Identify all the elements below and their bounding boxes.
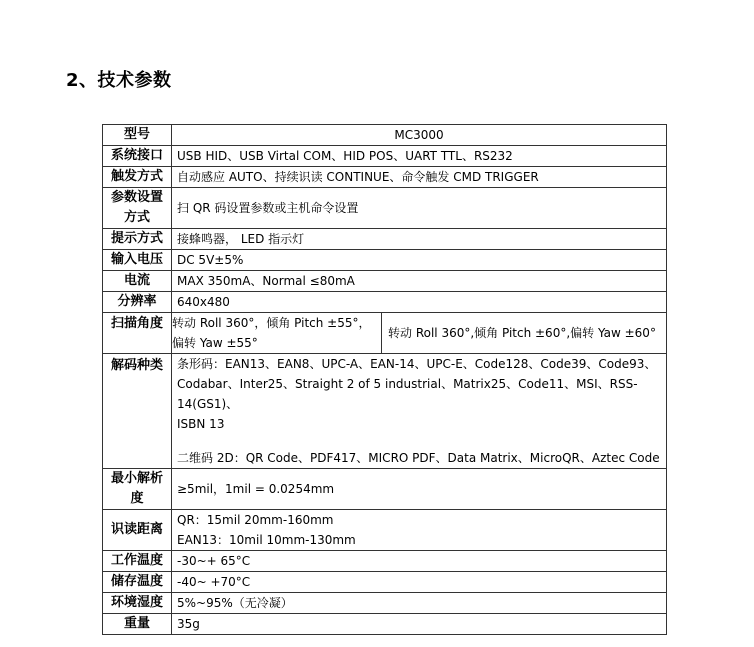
scan-angle-left: [172, 313, 382, 353]
read-distance-line-1: QR：15mil 20mm-160mm: [177, 513, 334, 527]
row-label-decode: 解码种类: [103, 354, 172, 469]
table-row: [103, 313, 667, 354]
table-row: [103, 125, 667, 146]
row-value-params: 扫 QR 码设置参数或主机命令设置: [172, 188, 667, 229]
row-label-humidity: 环境湿度: [103, 593, 172, 614]
decode-line-2: Codabar、Inter25、Straight 2 of 5 industrial、Matrix25、Code11、MSI、RSS-14(GS1)、: [177, 377, 638, 411]
row-value-prompt: 接蜂鸣器， LED 指示灯: [172, 229, 667, 250]
table-row: [103, 292, 667, 313]
table-row: [103, 510, 667, 551]
spec-table: [102, 124, 667, 635]
row-label-model: 型号: [103, 125, 172, 146]
row-label-read-distance: 识读距离: [103, 510, 172, 551]
row-label-resolution: 分辨率: [103, 292, 172, 313]
section-heading: 2、技术参数: [66, 70, 172, 91]
row-value-model: MC3000: [172, 125, 667, 146]
row-value-voltage: DC 5V±5%: [172, 250, 667, 271]
row-label-min-resolution-line-1: 最小解析: [110, 471, 163, 486]
decode-line-3: ISBN 13: [177, 417, 225, 431]
row-value-humidity: 5%~95%（无冷凝）: [172, 593, 667, 614]
row-value-scan-angle: [172, 313, 667, 354]
row-value-trigger: 自动感应 AUTO、持续识读 CONTINUE、命令触发 CMD TRIGGER: [172, 167, 667, 188]
row-label-min-resolution-line-2: 度: [130, 491, 144, 506]
scan-angle-right-line-1: 转动 Roll 360°,倾角 Pitch ±60°,偏转 Yaw ±60°: [388, 326, 656, 340]
decode-line-4: 二维码 2D：QR Code、PDF417、MICRO PDF、Data Matrix、MicroQR、Aztec Code: [177, 451, 660, 465]
row-value-interface: USB HID、USB Virtal COM、HID POS、UART TTL、RS232: [172, 146, 667, 167]
scan-angle-left-line-2: 偏转 Yaw ±55°: [172, 336, 258, 350]
table-row: [103, 229, 667, 250]
table-row: [103, 188, 667, 229]
table-row: [103, 146, 667, 167]
table-row: [103, 354, 667, 469]
table-row: [103, 271, 667, 292]
row-value-store-temp: -40~ +70°C: [172, 572, 667, 593]
row-value-decode: [172, 354, 667, 469]
row-label-min-resolution: [103, 469, 172, 510]
row-label-interface: 系统接口: [103, 146, 172, 167]
row-label-voltage: 输入电压: [103, 250, 172, 271]
row-label-prompt: 提示方式: [103, 229, 172, 250]
row-value-work-temp: -30~+ 65°C: [172, 551, 667, 572]
row-label-work-temp: 工作温度: [103, 551, 172, 572]
row-value-weight: 35g: [172, 614, 667, 635]
table-row: [103, 167, 667, 188]
table-row: [103, 572, 667, 593]
scan-angle-right: [382, 313, 667, 353]
row-value-current: MAX 350mA、Normal ≤80mA: [172, 271, 667, 292]
row-label-current: 电流: [103, 271, 172, 292]
row-label-params-line-1: 参数设置: [110, 190, 163, 205]
table-row: [103, 469, 667, 510]
row-value-min-resolution: ≥5mil，1mil = 0.0254mm: [172, 469, 667, 510]
row-label-weight: 重量: [103, 614, 172, 635]
row-label-params: [103, 188, 172, 229]
scan-angle-split: [172, 313, 666, 353]
row-label-scan-angle: 扫描角度: [103, 313, 172, 354]
row-label-trigger: 触发方式: [103, 167, 172, 188]
scan-angle-left-line-1: 转动 Roll 360°，倾角 Pitch ±55°，: [172, 316, 371, 330]
row-label-store-temp: 储存温度: [103, 572, 172, 593]
table-row: [103, 250, 667, 271]
table-row: [103, 614, 667, 635]
table-row: [103, 593, 667, 614]
row-label-params-line-2: 方式: [123, 210, 150, 225]
table-row: [103, 551, 667, 572]
decode-line-1: 条形码：EAN13、EAN8、UPC-A、EAN-14、UPC-E、Code128、Code39、Code93、: [177, 357, 657, 371]
decode-spacer: [177, 434, 661, 448]
read-distance-line-2: EAN13：10mil 10mm-130mm: [177, 533, 356, 547]
row-value-resolution: 640x480: [172, 292, 667, 313]
row-value-read-distance: [172, 510, 667, 551]
